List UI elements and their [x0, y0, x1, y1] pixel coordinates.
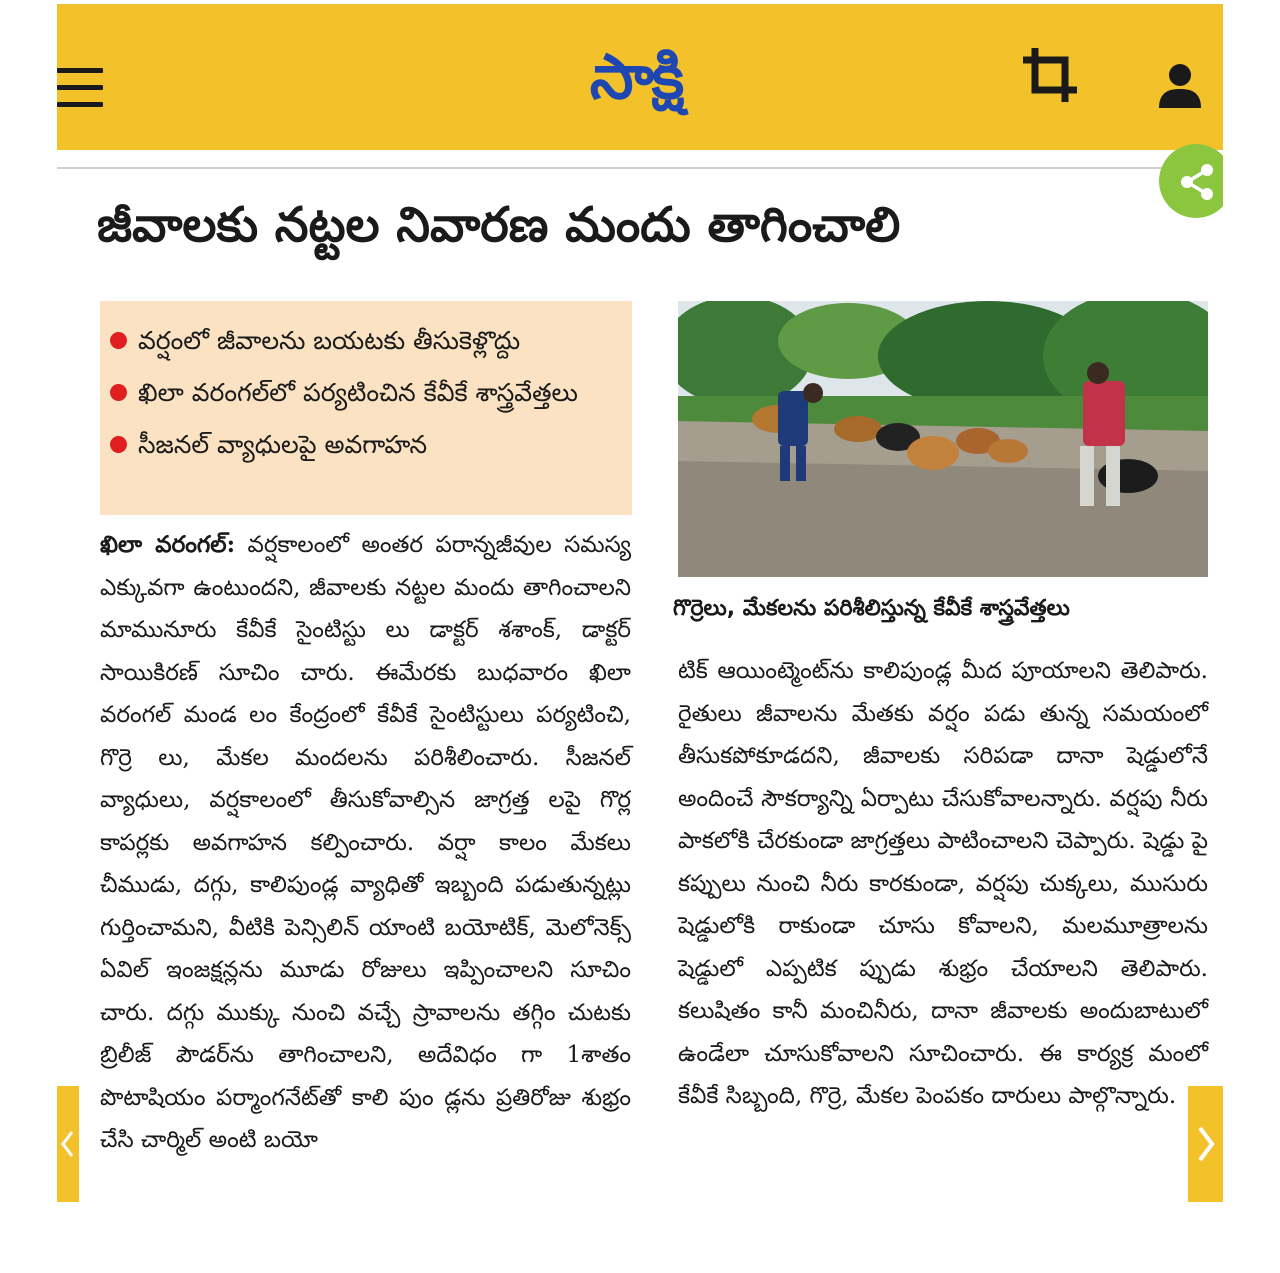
body-text-right: టిక్‌ ఆయింట్మెంట్‌ను కాలిపుండ్ల మీద పూయాలని తెలిపారు. రైతులు జీవాలను మేతకు వర్షం పడు తున్న సమయంలో తీసుకపోకూడదని, జీవాలకు సరిపడా దానా షెడ్డులోనే అందించే సౌకర్యాన్ని ఏర్పాటు చేసుకోవాలన్నారు. వర్షపు నీరు పాకలోకి చేరకుండా జాగ్రత్తలు పాటించాలని చెప్పారు. షెడ్డు పై కప్పులు నుంచి నీరు కారకుండా, వర్షపు చుక్కలు, ముసురు షెడ్డులోకి రాకుండా చూసు కోవాలని, మలమూత్రాలను షెడ్డులో ఎప్పటిక ప్పుడు శుభ్రం చేయాలని తెలిపారు. కలుషితం కానీ మంచినీరు, దానా జీవాలకు అందుబాటులో ఉండేలా చూసుకోవాలని సూచించారు. ఈ కార్యక్ర మంలో కేవీకే సిబ్బంది, గొర్రె, మేకల పెంపకం దారులు పాల్గొన్నారు.: [678, 658, 1208, 1109]
photo-caption: గొర్రెలు, మేకలను పరిశీలిస్తున్న కేవీకే శాస్త్రవేత్తలు: [673, 596, 1070, 621]
highlight-item: [110, 419, 622, 471]
body-text-left: వర్షకాలంలో అంతర పరాన్నజీవుల సమస్య ఎక్కువగా ఉంటుందని, జీవాలకు నట్టల మందు తాగించాలని మామునూరు కేవీకే సైంటిస్టు లు డాక్టర్‌ శశాంక్‌, డాక్టర్‌ సాయికిరణ్‌ సూచిం చారు. ఈమేరకు బుధవారం ఖిలా వరంగల్‌ మండ లం కేంద్రంలో కేవీకే సైంటిస్టులు పర్యటించి, గొర్రె లు, మేకల మందలను పరిశీలించారు. సీజనల్‌ వ్యాధులు, వర్షకాలంలో తీసుకోవాల్సిన జాగ్రత్త లపై గొర్ల కాపర్లకు అవగాహన కల్పించారు. వర్షా కాలం మేకలు చీముడు, దగ్గు, కాలిపుండ్ల వ్యాధితో ఇబ్బంది పడుతున్నట్లు గుర్తించామని, వీటికి పెన్సిలిన్‌ యాంటి బయోటిక్‌, మెలోనెక్స్‌ ఏవిల్‌ ఇంజక్షన్లను మూడు రోజులు ఇప్పించాలని సూచిం చారు. దగ్గు ముక్కు నుంచి వచ్చే స్రావాలను తగ్గిం చుటకు బ్రిలీజ్‌ పౌడర్‌ను తాగించాలని, అదేవిధం గా 1శాతం పొటాషియం పర్మాంగనేట్‌తో కాలి పుం డ్లను ప్రతిరోజు శుభ్రం చేసి చార్మిల్‌ అంటి బయో: [100, 532, 632, 1153]
brand-logo[interactable]: సాక్షి: [589, 40, 683, 113]
crop-icon[interactable]: [1019, 44, 1081, 106]
highlight-item: [110, 315, 622, 367]
user-account-icon[interactable]: [1157, 62, 1203, 108]
previous-page-button[interactable]: [57, 1086, 79, 1202]
header-divider: [57, 167, 1223, 169]
highlights-box: [100, 301, 632, 515]
highlight-text: ఖిలా వరంగల్‌లో పర్యటించిన కేవీకే శాస్త్రవేత్తలు: [138, 378, 578, 407]
bullet-dot-icon: [110, 436, 127, 453]
highlight-item: [110, 367, 622, 419]
top-app-bar: [57, 4, 1223, 150]
article-body-left: [100, 524, 631, 1162]
article-photo: [678, 301, 1208, 577]
bullet-dot-icon: [110, 384, 127, 401]
highlight-text: వర్షంలో జీవాలను బయటకు తీసుకెళ్లొద్దు: [138, 326, 521, 355]
next-page-button[interactable]: [1188, 1086, 1223, 1202]
hamburger-menu-icon[interactable]: [57, 68, 103, 108]
bullet-dot-icon: [110, 332, 127, 349]
dateline: ఖిలా వరంగల్‌:: [100, 531, 236, 558]
highlight-text: సీజనల్‌ వ్యాధులపై అవగాహన: [138, 430, 428, 459]
article-headline: జీవాలకు నట్టల నివారణ మందు తాగించాలి: [97, 197, 901, 253]
chevron-right-icon: [1188, 1086, 1223, 1202]
article-body-right: [678, 650, 1208, 1118]
article-page: [57, 4, 1223, 1269]
chevron-left-icon: [57, 1086, 79, 1202]
